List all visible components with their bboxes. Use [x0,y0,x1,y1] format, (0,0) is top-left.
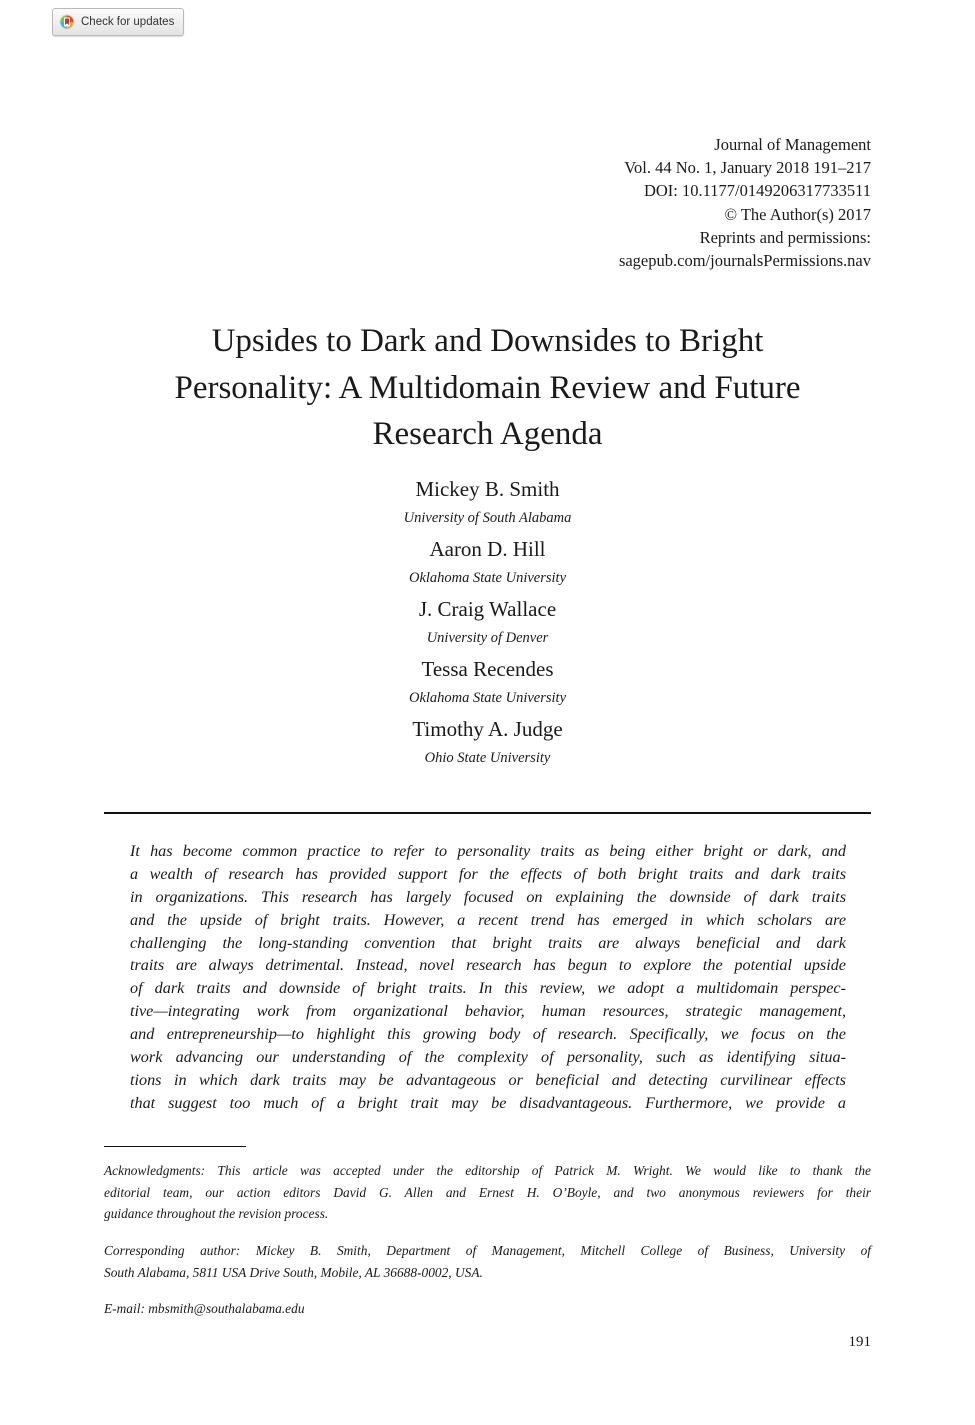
abstract-line: It has become common practice to refer to personality traits as being either bright or dark, and [130,842,846,860]
abstract-line: and entrepreneurship—to highlight this growing body of research. Specifically, we focus on the [130,1025,846,1044]
title-line: Upsides to Dark and Downsides to Bright [211,323,764,359]
abstract-line: challenging the long-standing convention that bright traits are always beneficial and dark [130,933,846,952]
journal-name: Journal of Management [714,135,871,154]
author-email-link[interactable]: E-mail: mbsmith@southalabama.edu [104,1301,305,1316]
article-title [0,318,975,458]
author-block [0,534,975,594]
author-name: Aaron D. Hill [429,537,546,561]
email-note [104,1298,871,1320]
check-for-updates-label: Check for updates [81,16,175,28]
abstract-line: work advancing our understanding of the complexity of personality, such as identifying situa- [130,1048,846,1067]
journal-reprints: Reprints and permissions: [699,227,871,247]
abstract-line: tions in which dark traits may be advantageous or beneficial and detecting curvilinear effects [130,1070,846,1089]
author-name: Mickey B. Smith [415,477,560,501]
page-number: 191 [848,1334,871,1350]
check-for-updates-button[interactable] [52,8,184,36]
author-affiliation: University of South Alabama [403,510,572,526]
author-name: Tessa Recendes [421,657,554,681]
footnote-line: Corresponding author: Mickey B. Smith, Department of Management, Mitchell College of Business, University of [104,1243,871,1258]
journal-volume: Vol. 44 No. 1, January 2018 191–217 [624,158,871,178]
author-list [0,474,975,774]
header-divider [104,812,871,814]
author-name: J. Craig Wallace [418,597,557,621]
author-block [0,594,975,654]
journal-copyright: © The Author(s) 2017 [724,204,871,224]
abstract [130,840,846,1115]
abstract-line: of dark traits and downside of bright traits. In this review, we adopt a multidomain perspec- [130,979,846,998]
title-line: Personality: A Multidomain Review and Future [174,369,801,406]
journal-info [619,133,871,272]
abstract-line: and the upside of bright traits. However, a recent trend has emerged in which scholars are [130,910,846,929]
footnote-line: editorial team, our action editors David G. Allen and Ernest H. O’Boyle, and two anonymous reviewers for their [104,1184,871,1200]
title-line: Research Agenda [372,416,603,452]
author-affiliation: Oklahoma State University [408,570,567,586]
author-affiliation: Ohio State University [424,750,551,766]
author-name: Timothy A. Judge [412,717,563,741]
abstract-line: tive—integrating work from organizational behavior, human resources, strategic management, [130,1002,846,1021]
footnote-line: guidance throughout the revision process. [104,1206,329,1221]
corresponding-author-note [104,1240,871,1283]
author-block [0,474,975,534]
author-affiliation: Oklahoma State University [408,690,567,706]
journal-doi: DOI: 10.1177/0149206317733511 [643,181,871,201]
author-block [0,654,975,714]
footnote-line: Acknowledgments: This article was accepted under the editorship of Patrick M. Wright. We would like to thank the [104,1163,871,1178]
abstract-line: a wealth of research has provided support for the effects of both bright traits and dark traits [130,864,846,883]
acknowledgments-note [104,1160,871,1225]
abstract-line: that suggest too much of a bright trait may be disadvantageous. Furthermore, we provide a [130,1093,846,1112]
journal-permissions-link[interactable]: sagepub.com/journalsPermissions.nav [618,251,871,271]
abstract-line: traits are always detrimental. Instead, novel research has begun to explore the potential upside [130,956,846,975]
footnote-divider [104,1146,246,1147]
abstract-line: in organizations. This research has largely focused on explaining the downside of dark traits [130,887,846,906]
crossmark-icon [59,14,75,30]
author-block [0,714,975,774]
author-affiliation: University of Denver [426,630,549,646]
footnote-line: South Alabama, 5811 USA Drive South, Mobile, AL 36688-0002, USA. [104,1264,483,1280]
